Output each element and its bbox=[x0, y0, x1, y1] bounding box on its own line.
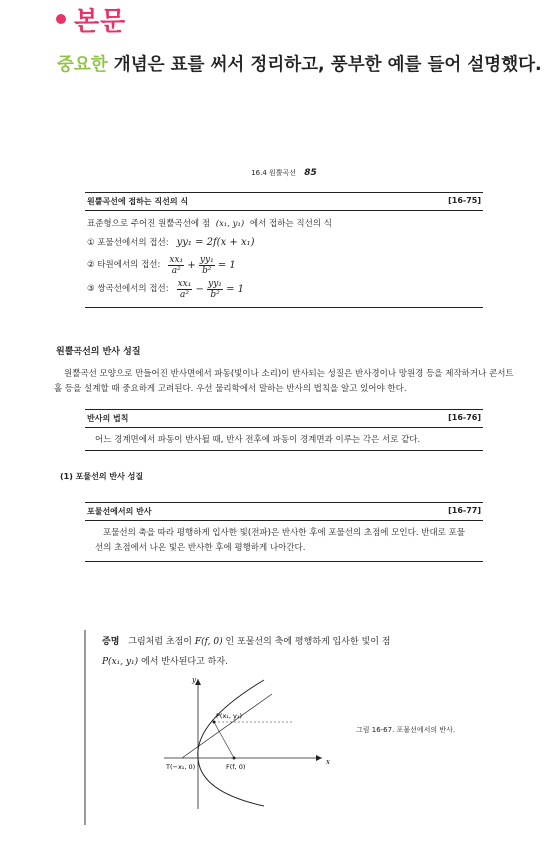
section-paragraph: 원뿔곡선 모양으로 만들어진 반사면에서 파동(빛이나 소리)이 반사되는 성질은 반사경이나 망원경 등을 제작하거나 콘서트홀 등을 설계할 때 중요하게 고려된다. 우선 물리학에서 말하는 반사의 법칙을 알고 있어야 한다. bbox=[54, 369, 514, 394]
reflected-ray bbox=[214, 722, 234, 758]
headline-rest: 개념은 표를 써서 정리하고, 풍부한 예를 들어 설명했다. bbox=[107, 55, 542, 75]
headline bbox=[57, 52, 557, 78]
tangent-intro-tail: 에서 접하는 직선의 식 bbox=[249, 219, 332, 229]
point-p-dot bbox=[213, 721, 216, 724]
section-title: 원뿔곡선의 반사 성질 bbox=[56, 347, 141, 357]
numerator: xx₁ bbox=[177, 278, 192, 289]
parabola-box bbox=[85, 502, 483, 562]
tangent-line bbox=[182, 694, 272, 758]
rhs: = 1 bbox=[217, 259, 236, 271]
headline-accent: 중요한 bbox=[57, 55, 108, 75]
point-t-label: T(−x₁, 0) bbox=[166, 763, 196, 771]
law-box-text: 어느 경계면에서 파동이 반사될 때, 반사 전후에 파동이 경계면과 이루는 각은 서로 같다. bbox=[85, 428, 483, 451]
fraction bbox=[168, 255, 184, 276]
tangent-box-header bbox=[85, 192, 483, 211]
running-head bbox=[54, 168, 514, 178]
section-heading bbox=[56, 2, 126, 36]
tangent-item-label: ③ 쌍곡선에서의 접선: bbox=[87, 284, 169, 294]
section-heading-text: 본문 bbox=[74, 6, 127, 37]
proof-label: 증명 bbox=[102, 637, 120, 647]
fraction bbox=[177, 279, 193, 300]
numerator: yy₁ bbox=[199, 254, 214, 265]
tangent-box bbox=[85, 192, 483, 308]
fraction bbox=[207, 279, 223, 300]
parabola-figure bbox=[152, 674, 352, 814]
point-p-label: P(x₁, y₁) bbox=[216, 712, 243, 720]
operator: + bbox=[187, 259, 196, 271]
book-page bbox=[54, 168, 514, 562]
tangent-formula bbox=[177, 279, 244, 300]
x-axis-label: x bbox=[326, 758, 330, 766]
figure-caption: 그림 16-67. 포물선에서의 반사. bbox=[356, 726, 456, 734]
y-axis-label: y bbox=[192, 676, 196, 684]
tangent-intro-text: 표준형으로 주어진 원뿔곡선에 점 bbox=[87, 219, 211, 229]
parabola-box-title: 포물선에서의 반사 bbox=[87, 507, 152, 516]
parabola-curve bbox=[198, 680, 264, 806]
point-f-label: F(f, 0) bbox=[226, 763, 246, 771]
law-box-header bbox=[85, 409, 483, 428]
parabola-box-code: [16-77] bbox=[448, 506, 481, 515]
tangent-intro bbox=[87, 215, 481, 233]
tangent-box-code: [16-75] bbox=[448, 196, 481, 205]
numerator: yy₁ bbox=[208, 278, 222, 289]
denominator: b² bbox=[210, 289, 220, 300]
tangent-formula: yy₁ = 2f(x + x₁) bbox=[176, 237, 255, 248]
proof-block bbox=[84, 630, 496, 825]
tangent-box-body bbox=[85, 211, 483, 308]
subsection-title: (1) 포물선의 반사 성질 bbox=[60, 472, 144, 481]
denominator: a² bbox=[179, 289, 189, 300]
point-f-dot bbox=[233, 757, 236, 760]
law-box bbox=[85, 409, 483, 451]
proof-focus: F(f, 0) bbox=[194, 637, 223, 647]
tangent-intro-point: (x₁, y₁) bbox=[215, 219, 245, 229]
law-box-title: 반사의 법칙 bbox=[87, 414, 129, 423]
tangent-item-hyperbola bbox=[87, 277, 481, 301]
tangent-formula bbox=[168, 255, 235, 276]
fraction bbox=[199, 255, 215, 276]
parabola-box-text: 포물선의 축을 따라 평행하게 입사한 빛(전파)은 반사한 후에 포물선의 초점에 모인다. 반대로 포물선의 초점에서 나온 빛은 반사한 후에 평행하게 나아간다. bbox=[85, 521, 483, 562]
running-head-text: 16.4 원뿔곡선 bbox=[251, 169, 297, 177]
tangent-item-ellipse bbox=[87, 253, 481, 277]
tangent-item-label: ② 타원에서의 접선: bbox=[87, 260, 161, 270]
law-box-code: [16-76] bbox=[448, 413, 481, 422]
proof-point: P(x₁, y₁) bbox=[102, 657, 139, 667]
proof-line2-b: 에서 반사된다고 하자. bbox=[141, 657, 228, 667]
parabola-box-header bbox=[85, 502, 483, 521]
proof-line1-a: 그림처럼 초점이 bbox=[128, 637, 192, 647]
proof-text bbox=[102, 632, 496, 672]
denominator: b² bbox=[202, 265, 212, 276]
tangent-box-title: 원뿔곡선에 접하는 직선의 식 bbox=[87, 197, 189, 206]
rhs: = 1 bbox=[226, 283, 244, 295]
numerator: xx₁ bbox=[169, 254, 184, 265]
x-axis-arrow-icon bbox=[316, 755, 322, 761]
page-number: 85 bbox=[304, 168, 317, 178]
tangent-item-parabola bbox=[87, 233, 481, 253]
operator: − bbox=[195, 283, 204, 295]
proof-line1-b: 인 포물선의 축에 평행하게 입사한 빛이 점 bbox=[225, 637, 391, 647]
bullet-dot-icon bbox=[56, 14, 66, 24]
denominator: a² bbox=[171, 265, 181, 276]
tangent-item-label: ① 포물선에서의 접선: bbox=[87, 238, 169, 248]
